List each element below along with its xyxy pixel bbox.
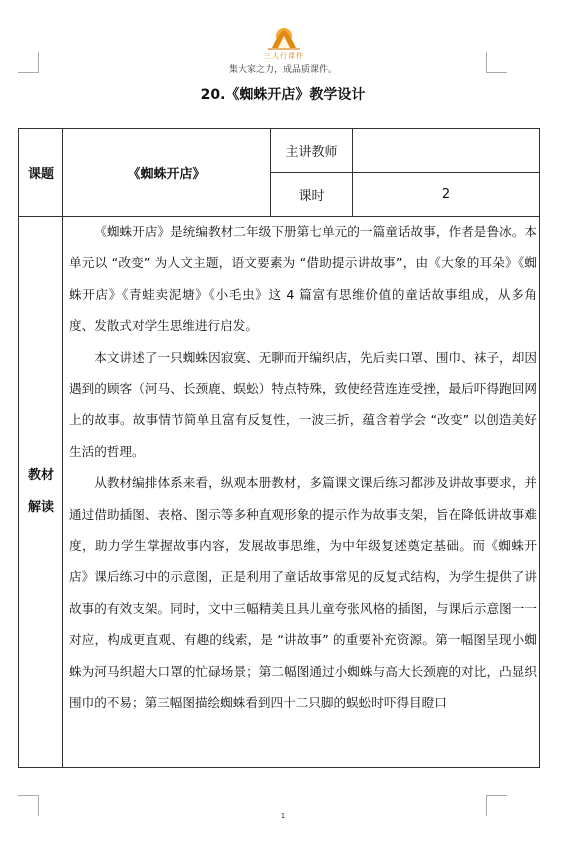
- textbook-analysis: [63, 216, 541, 719]
- paragraph: 《蜘蛛开店》是统编教材二年级下册第七单元的一篇童话故事，作者是鲁冰。本单元以 “改变” 为人文主题，语文要素为 “借助提示讲故事”，由《大象的耳朵》《蜘蛛开店》《青蛙卖泥塘》《小毛虫》这 4 篇富有思维价值的童话故事组成，从多角度、发散式对学生思维进行启发。: [69, 224, 537, 334]
- hours-value: 2: [441, 187, 451, 202]
- topic-value: 《蜘蛛开店》: [127, 167, 206, 182]
- section-label: [19, 217, 63, 767]
- paragraph: 本文讲述了一只蜘蛛因寂寞、无聊而开编织店，先后卖口罩、围巾、袜子，却因遇到的顾客（河马、长颈鹿、蜈蚣）特点特殊，致使经营连连受挫，最后吓得跑回网上的故事。故事情节简单且富有反复性，一波三折，蕴含着学会 “改变” 以创造美好生活的哲理。: [69, 349, 537, 459]
- page-number: 1: [280, 812, 286, 820]
- paragraph: 从教材编排体系来看，纵观本册教材，多篇课文课后练习都涉及讲故事要求，并通过借助插图、表格、图示等多种直观形象的提示作为故事支架，旨在降低讲故事难度，助力学生掌握故事内容，发展故事思维，为中年级复述奠定基础。而《蜘蛛开店》课后练习中的示意图，正是利用了童话故事常见的反复式结构，为学生提供了讲故事的有效支架。同时，文中三幅精美且具儿童夸张风格的插图，与课后示意图一一对应，构成更直观、有趣的线索，是 “讲故事” 的重要补充资源。第一幅图呈现小蜘蛛为河马织超大口罩的忙碌场景；第二幅图通过小蜘蛛与高大长颈鹿的对比，凸显织围巾的不易；第三幅图描绘蜘蛛看到四十二只脚的蜈蚣时吓得目瞪口: [69, 475, 537, 711]
- header-slogan: 集大家之力，成品质课件。: [228, 65, 337, 75]
- hours-label: 课时: [298, 189, 325, 204]
- logo-icon: [252, 26, 316, 52]
- topic-label: 课题: [27, 167, 54, 182]
- page-title: 20.《蜘蛛开店》教学设计: [200, 87, 366, 103]
- logo-text: 三人行课件: [264, 52, 304, 60]
- teacher-value: [353, 129, 539, 172]
- section-label-line-1: 教材: [27, 468, 54, 483]
- logo: [252, 26, 316, 58]
- section-label-line-2: 解读: [27, 500, 54, 515]
- teacher-label: 主讲教师: [285, 145, 338, 160]
- lesson-table: [18, 128, 540, 768]
